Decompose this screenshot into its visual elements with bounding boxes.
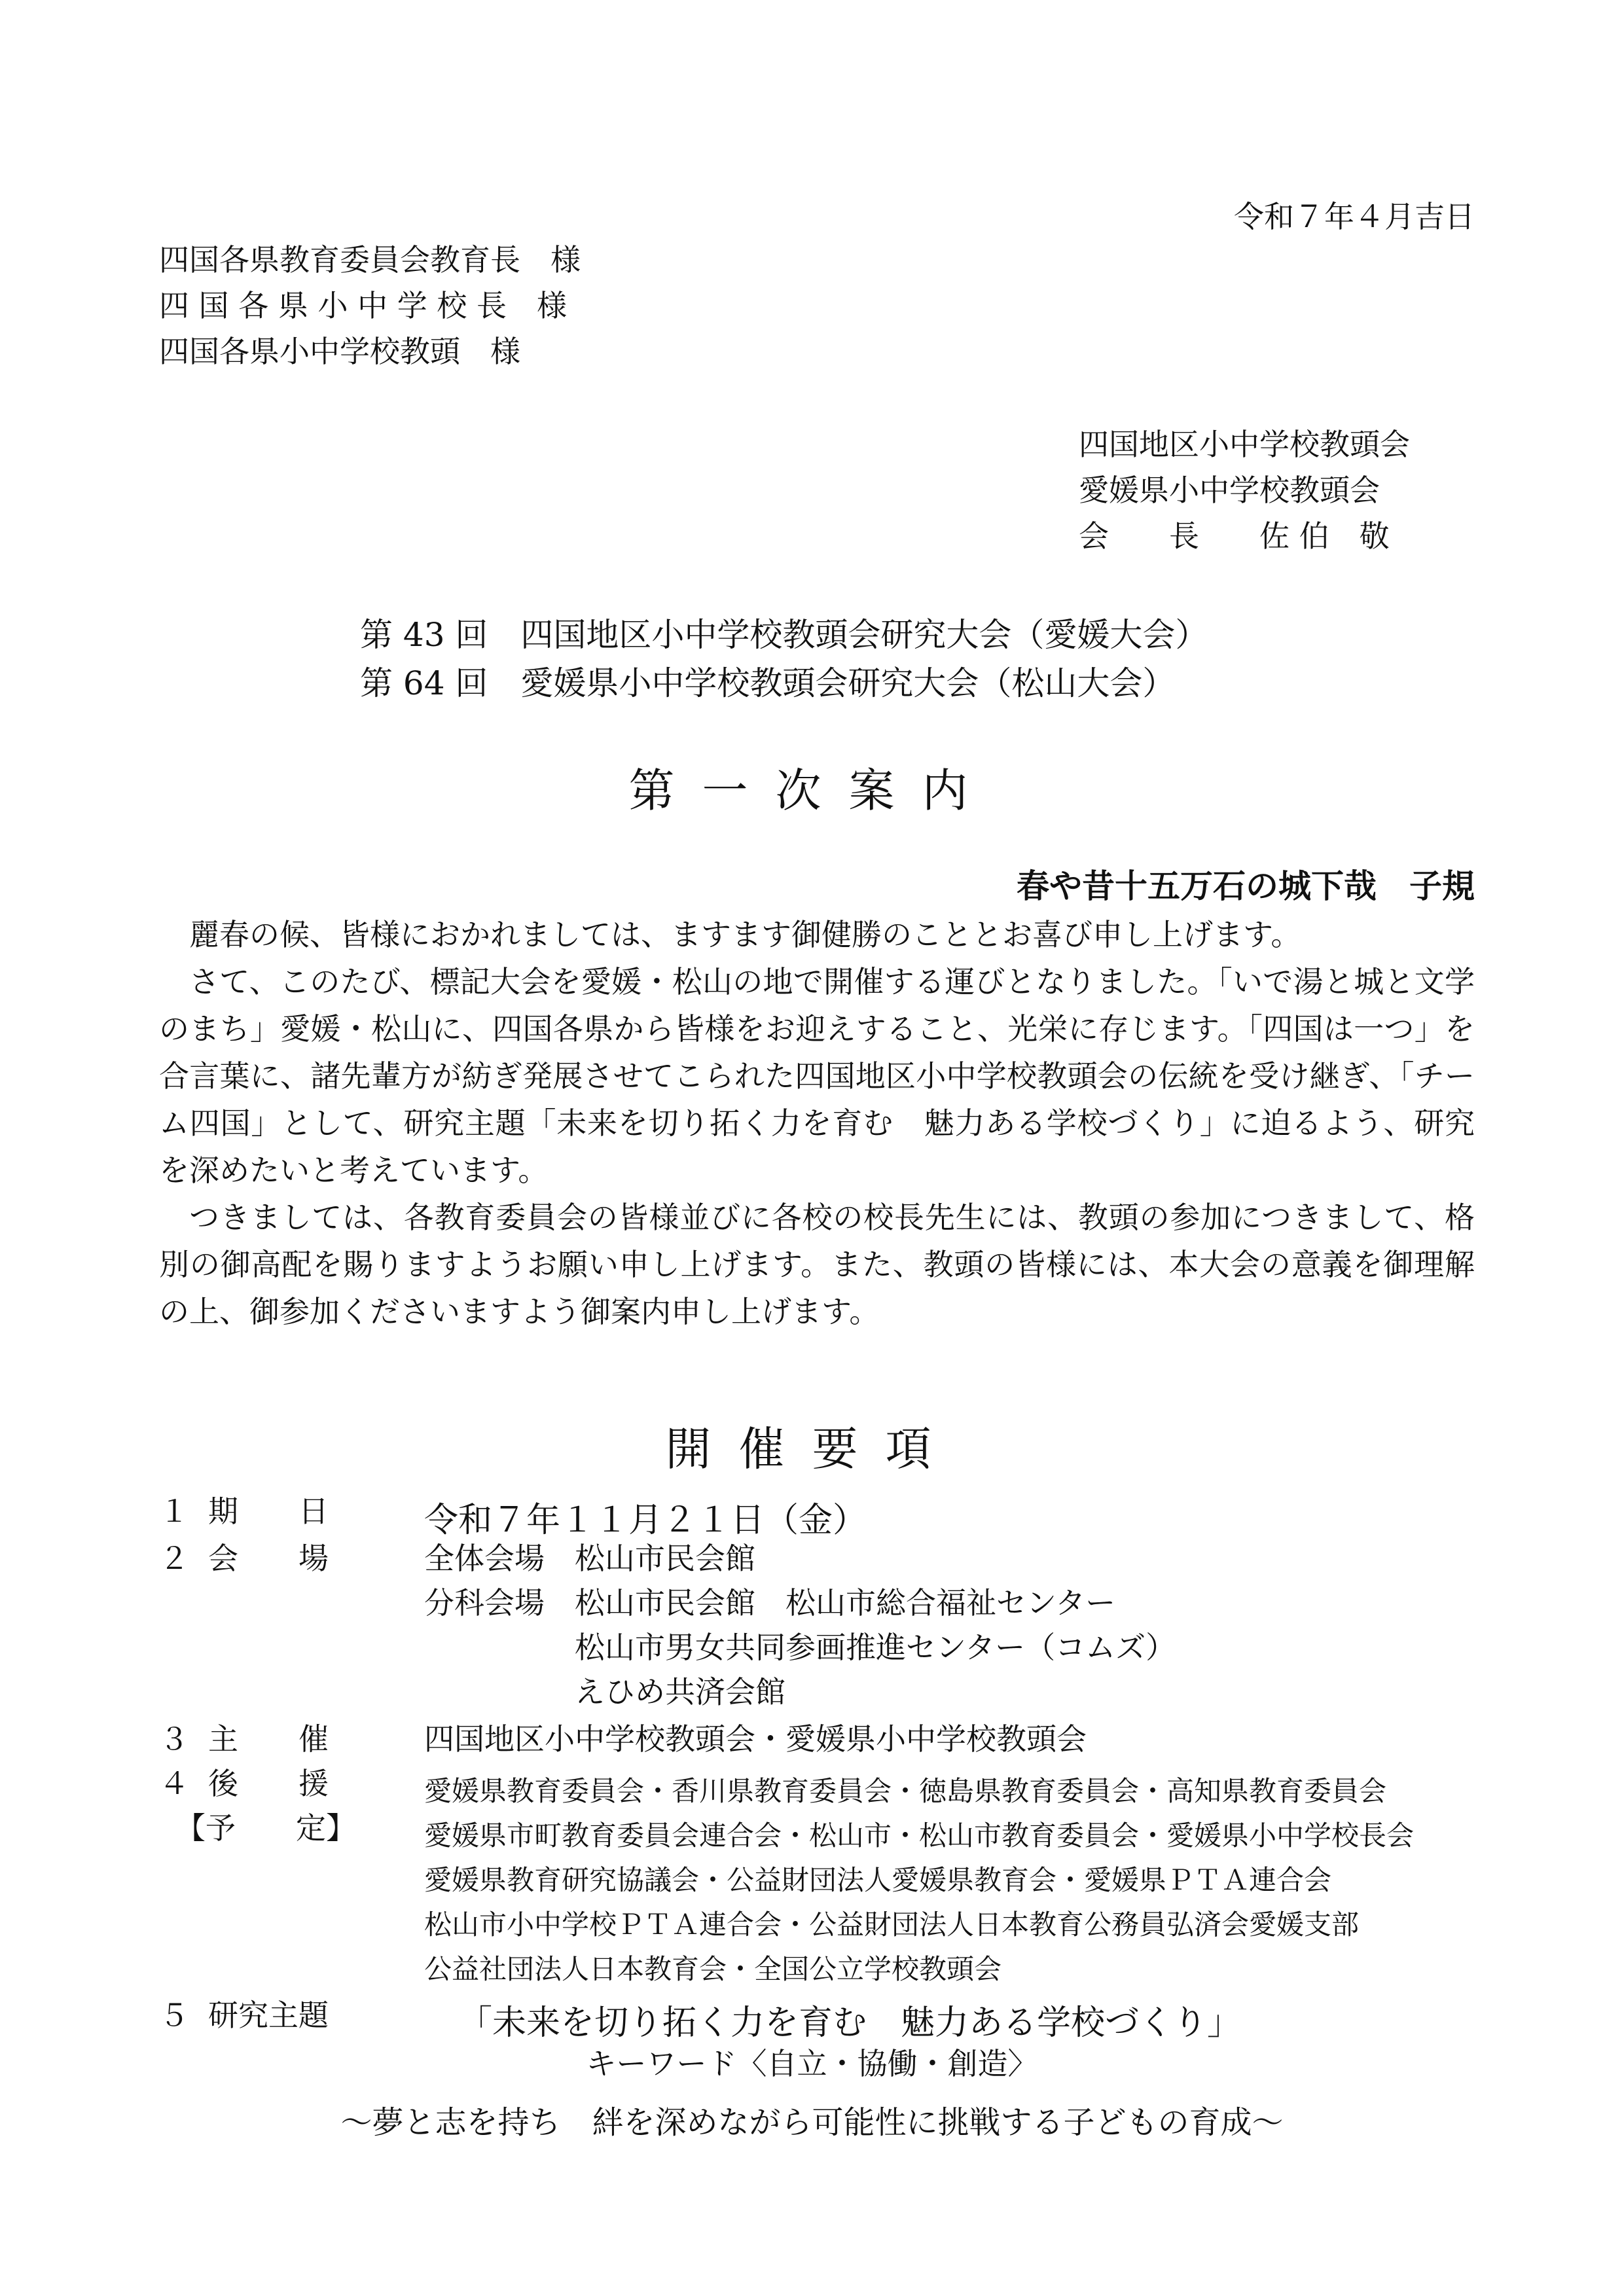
haiku: 春や昔十五万石の城下哉 子規 (1017, 867, 1475, 905)
venue-main: 全体会場 松山市民会館 (424, 1541, 755, 1576)
sender-president: 会 長 佐 伯 敬 (1079, 518, 1390, 554)
event-title-1: 第 43 回 四国地区小中学校教頭会研究大会（愛媛大会） (360, 616, 1208, 654)
document-date: 令和７年４月吉日 (1234, 199, 1475, 234)
venue-sessions-3: えひめ共済会館 (575, 1674, 785, 1710)
venue-sessions: 分科会場 松山市民会館 松山市総合福祉センター (424, 1585, 1116, 1621)
support-line-4: 松山市小中学校ＰＴＡ連合会・公益財団法人日本教育公務員弘済会愛媛支部 (424, 1909, 1360, 1941)
research-theme: 「未来を切り拓く力を育む 魅力ある学校づくり」 (458, 2003, 1242, 2043)
support-line-1: 愛媛県教育委員会・香川県教育委員会・徳島県教育委員会・高知県教育委員会 (424, 1775, 1387, 1807)
body-paragraph-request: つきましては、各教育委員会の皆様並びに各校の校長先生には、教頭の参加につきまして、格別の御高配を賜りますようお願い申し上げます。また、教頭の皆様には、本大会の意義を御理解の上、御参加くださいますよう御案内申し上げます。 (159, 1200, 1475, 1329)
venue-sessions-2: 松山市男女共同参画推進センター（コムズ） (575, 1630, 1176, 1665)
item-label-venue: 会 場 (208, 1541, 329, 1576)
sender-org-1: 四国地区小中学校教頭会 (1079, 427, 1410, 462)
main-title: 第一次案内 (628, 764, 996, 817)
sender-org-2: 愛媛県小中学校教頭会 (1079, 473, 1380, 508)
item-num-venue: ２ (159, 1541, 189, 1576)
support-line-3: 愛媛県教育研究協議会・公益財団法人愛媛県教育会・愛媛県ＰＴＡ連合会 (424, 1864, 1332, 1896)
item-num-support: ４ (159, 1766, 189, 1801)
body-paragraph-greeting: 麗春の候、皆様におかれましては、ますます御健勝のこととお喜び申し上げます。 (189, 917, 1301, 952)
item-sublabel-support: 【予 定】 (175, 1810, 356, 1846)
support-line-2: 愛媛県市町教育委員会連合会・松山市・松山市教育委員会・愛媛県小中学校長会 (424, 1820, 1415, 1852)
item-num-theme: ５ (159, 1998, 189, 2033)
addressee-3: 四国各県小中学校教頭 様 (159, 334, 520, 369)
item-num-host: ３ (159, 1721, 189, 1757)
body-text (159, 911, 1475, 1335)
support-line-5: 公益社団法人日本教育会・全国公立学校教頭会 (424, 1953, 1002, 1985)
section-title: 開催要項 (665, 1422, 959, 1476)
body-paragraph-intro: さて、このたび、標記大会を愛媛・松山の地で開催する運びとなりました。「いで湯と城と文学のまち」愛媛・松山に、四国各県から皆様をお迎えすること、光栄に存じます。「四国は一つ」を合言葉に、諸先輩方が紡ぎ発展させてこられた四国地区小中学校教頭会の伝統を受け継ぎ、「チーム四国」として、研究主題「未来を切り拓く力を育む 魅力ある学校づくり」に迫るよう、研究を深めたいと考えています。 (159, 964, 1475, 1188)
event-title-2: 第 64 回 愛媛県小中学校教頭会研究大会（松山大会） (360, 664, 1176, 702)
theme-keywords: キーワード〈自立・協働・創造〉 (586, 2046, 1038, 2081)
addressee-2: 四 国 各 県 小 中 学 校 長 様 (159, 288, 567, 323)
item-label-date: 期 日 (208, 1494, 329, 1529)
item-value-date: 令和７年１１月２１日（金） (424, 1501, 867, 1540)
item-label-support: 後 援 (208, 1766, 329, 1801)
item-value-host: 四国地区小中学校教頭会・愛媛県小中学校教頭会 (424, 1721, 1087, 1757)
item-label-host: 主 催 (208, 1721, 329, 1757)
theme-motto: ～夢と志を持ち 絆を深めながら可能性に挑戦する子どもの育成～ (340, 2104, 1284, 2141)
item-label-theme: 研究主題 (208, 1998, 329, 2033)
item-num-date: １ (159, 1494, 189, 1529)
addressee-1: 四国各県教育委員会教育長 様 (159, 242, 581, 278)
